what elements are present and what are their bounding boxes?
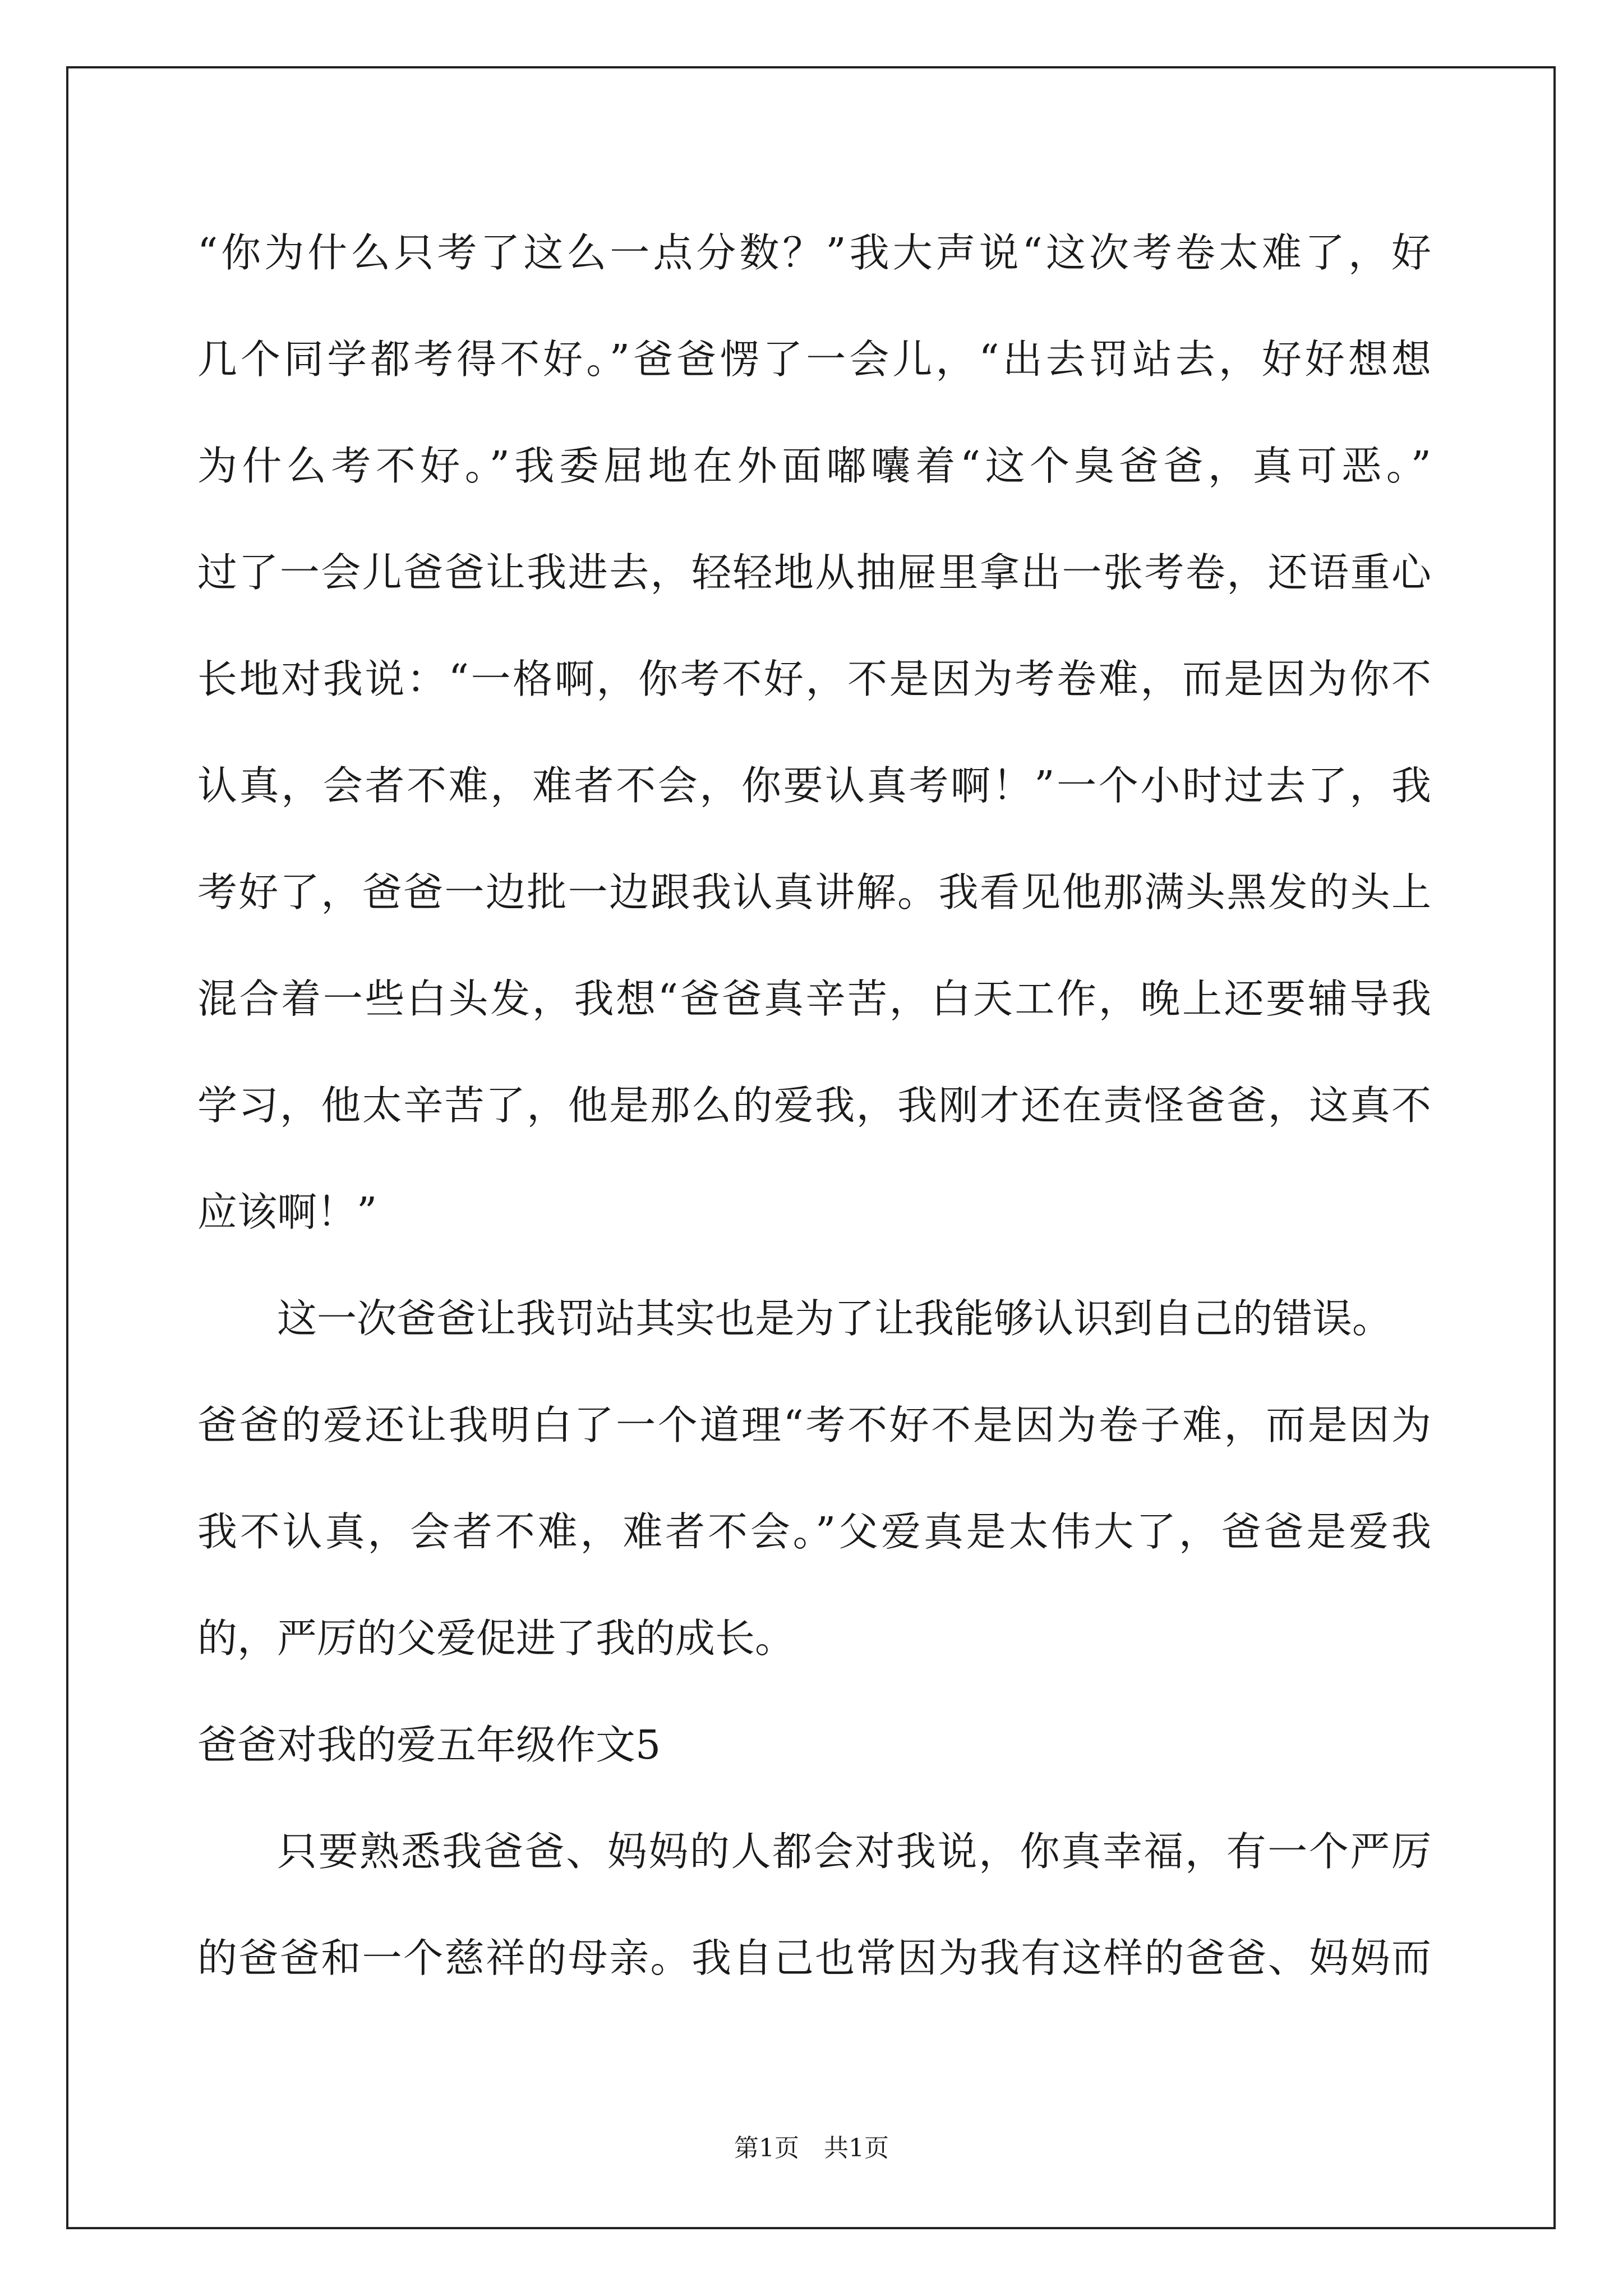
paragraph-2-line-3: 我不认真，会者不难，难者不会。”父爱真是太伟大了，爸爸是爱我 — [197, 1508, 1431, 1555]
paragraph-1-line-2: 几个同学都考得不好。”爸爸愣了一会儿，“出去罚站去，好好想想 — [197, 336, 1431, 383]
page-footer — [0, 2132, 1623, 2165]
paragraph-2-line-4: 的，严厉的父爱促进了我的成长。 — [197, 1615, 795, 1662]
paragraph-1-line-10: 应该啊！” — [197, 1189, 377, 1235]
paragraph-1-line-6: 认真，会者不难，难者不会，你要认真考啊！”一个小时过去了，我 — [197, 762, 1431, 809]
paragraph-2-line-1: 这一次爸爸让我罚站其实也是为了让我能够认识到自己的错误。 — [277, 1295, 1393, 1342]
paragraph-1-line-7: 考好了，爸爸一边批一边跟我认真讲解。我看见他那满头黑发的头上 — [197, 869, 1431, 915]
page-number-label: 第1页 共1页 — [734, 2134, 889, 2162]
paragraph-1-line-1: “你为什么只考了这么一点分数？”我大声说“这次考卷太难了，好 — [197, 229, 1431, 276]
paragraph-1-line-3: 为什么考不好。”我委屈地在外面嘟囔着“这个臭爸爸，真可恶。” — [197, 443, 1431, 489]
paragraph-1-line-5: 长地对我说：“一格啊，你考不好，不是因为考卷难，而是因为你不 — [197, 656, 1431, 702]
section-heading: 爸爸对我的爱五年级作文5 — [197, 1722, 661, 1768]
paragraph-1-line-8: 混合着一些白头发，我想“爸爸真辛苦，白天工作，晚上还要辅导我 — [197, 976, 1431, 1022]
paragraph-1-line-4: 过了一会儿爸爸让我进去，轻轻地从抽屉里拿出一张考卷，还语重心 — [197, 549, 1431, 596]
paragraph-3-line-1: 只要熟悉我爸爸、妈妈的人都会对我说，你真幸福，有一个严厉 — [277, 1828, 1431, 1875]
paragraph-3-line-2: 的爸爸和一个慈祥的母亲。我自己也常因为我有这样的爸爸、妈妈而 — [197, 1935, 1431, 1981]
paragraph-2-line-2: 爸爸的爱还让我明白了一个道理“考不好不是因为卷子难，而是因为 — [197, 1402, 1431, 1448]
paragraph-1-line-9: 学习，他太辛苦了，他是那么的爱我，我刚才还在责怪爸爸，这真不 — [197, 1082, 1431, 1129]
document-body — [197, 200, 1431, 2012]
